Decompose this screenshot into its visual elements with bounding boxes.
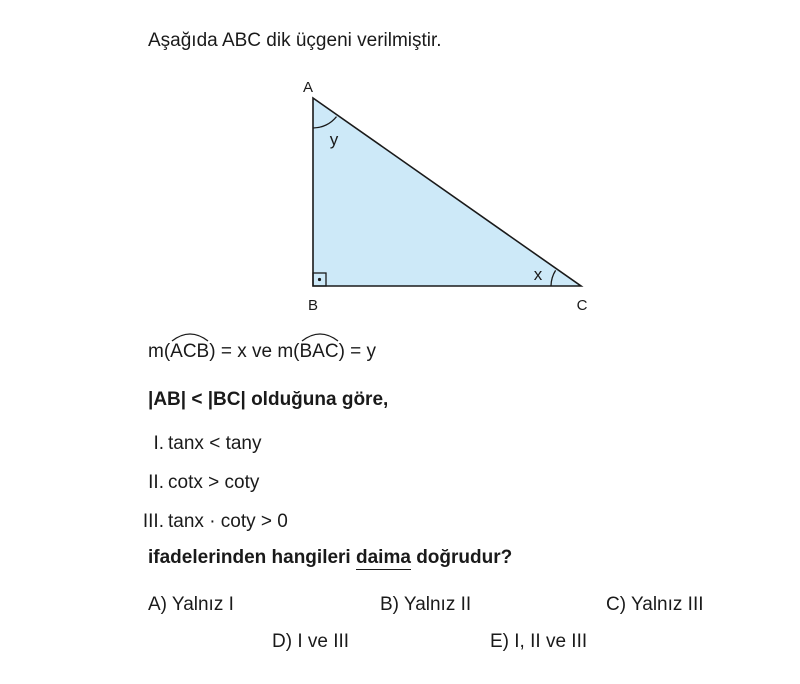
given-middle: ) = x ve m(	[209, 341, 300, 362]
vertex-label-c: C	[576, 297, 588, 314]
right-angle-dot	[318, 278, 321, 281]
given-suffix: ) = y	[338, 341, 377, 362]
option-a[interactable]: A) Yalnız I	[148, 594, 234, 615]
right-triangle-figure	[290, 72, 600, 322]
statement-number: III.	[142, 511, 164, 532]
option-c[interactable]: C) Yalnız III	[606, 594, 704, 615]
statement-number: I.	[153, 433, 164, 454]
question-text	[148, 547, 512, 569]
angle-label-x: x	[533, 265, 543, 284]
angle-bac	[300, 341, 339, 363]
question-after: doğrudur?	[410, 547, 513, 568]
angle-acb-label: ACB	[170, 341, 210, 362]
given-prefix: m(	[148, 341, 171, 362]
angle-bac-label: BAC	[299, 341, 339, 362]
arc-hat-icon	[300, 330, 340, 342]
vertex-label-b: B	[307, 297, 319, 314]
statement-text: tanx < tany	[168, 433, 262, 454]
vertex-label-a: A	[302, 79, 314, 96]
question-before: ifadelerinden hangileri	[148, 547, 356, 568]
arc-hat-icon	[170, 330, 210, 342]
option-d[interactable]: D) I ve III	[272, 631, 350, 652]
option-e[interactable]: E) I, II ve III	[490, 631, 588, 652]
triangle-abc	[313, 98, 581, 286]
angle-label-y: y	[329, 130, 339, 149]
condition-text: |AB| < |BC| olduğuna göre,	[148, 389, 389, 410]
option-b[interactable]: B) Yalnız II	[380, 594, 472, 615]
angle-acb	[170, 341, 209, 363]
intro-text: Aşağıda ABC dik üçgeni verilmiştir.	[148, 30, 442, 51]
statement-text: tanx · coty > 0	[168, 511, 288, 532]
statement-number: II.	[148, 472, 164, 493]
statement-text: cotx > coty	[168, 472, 260, 493]
given-angles	[148, 341, 376, 363]
question-underlined: daima	[356, 547, 411, 568]
